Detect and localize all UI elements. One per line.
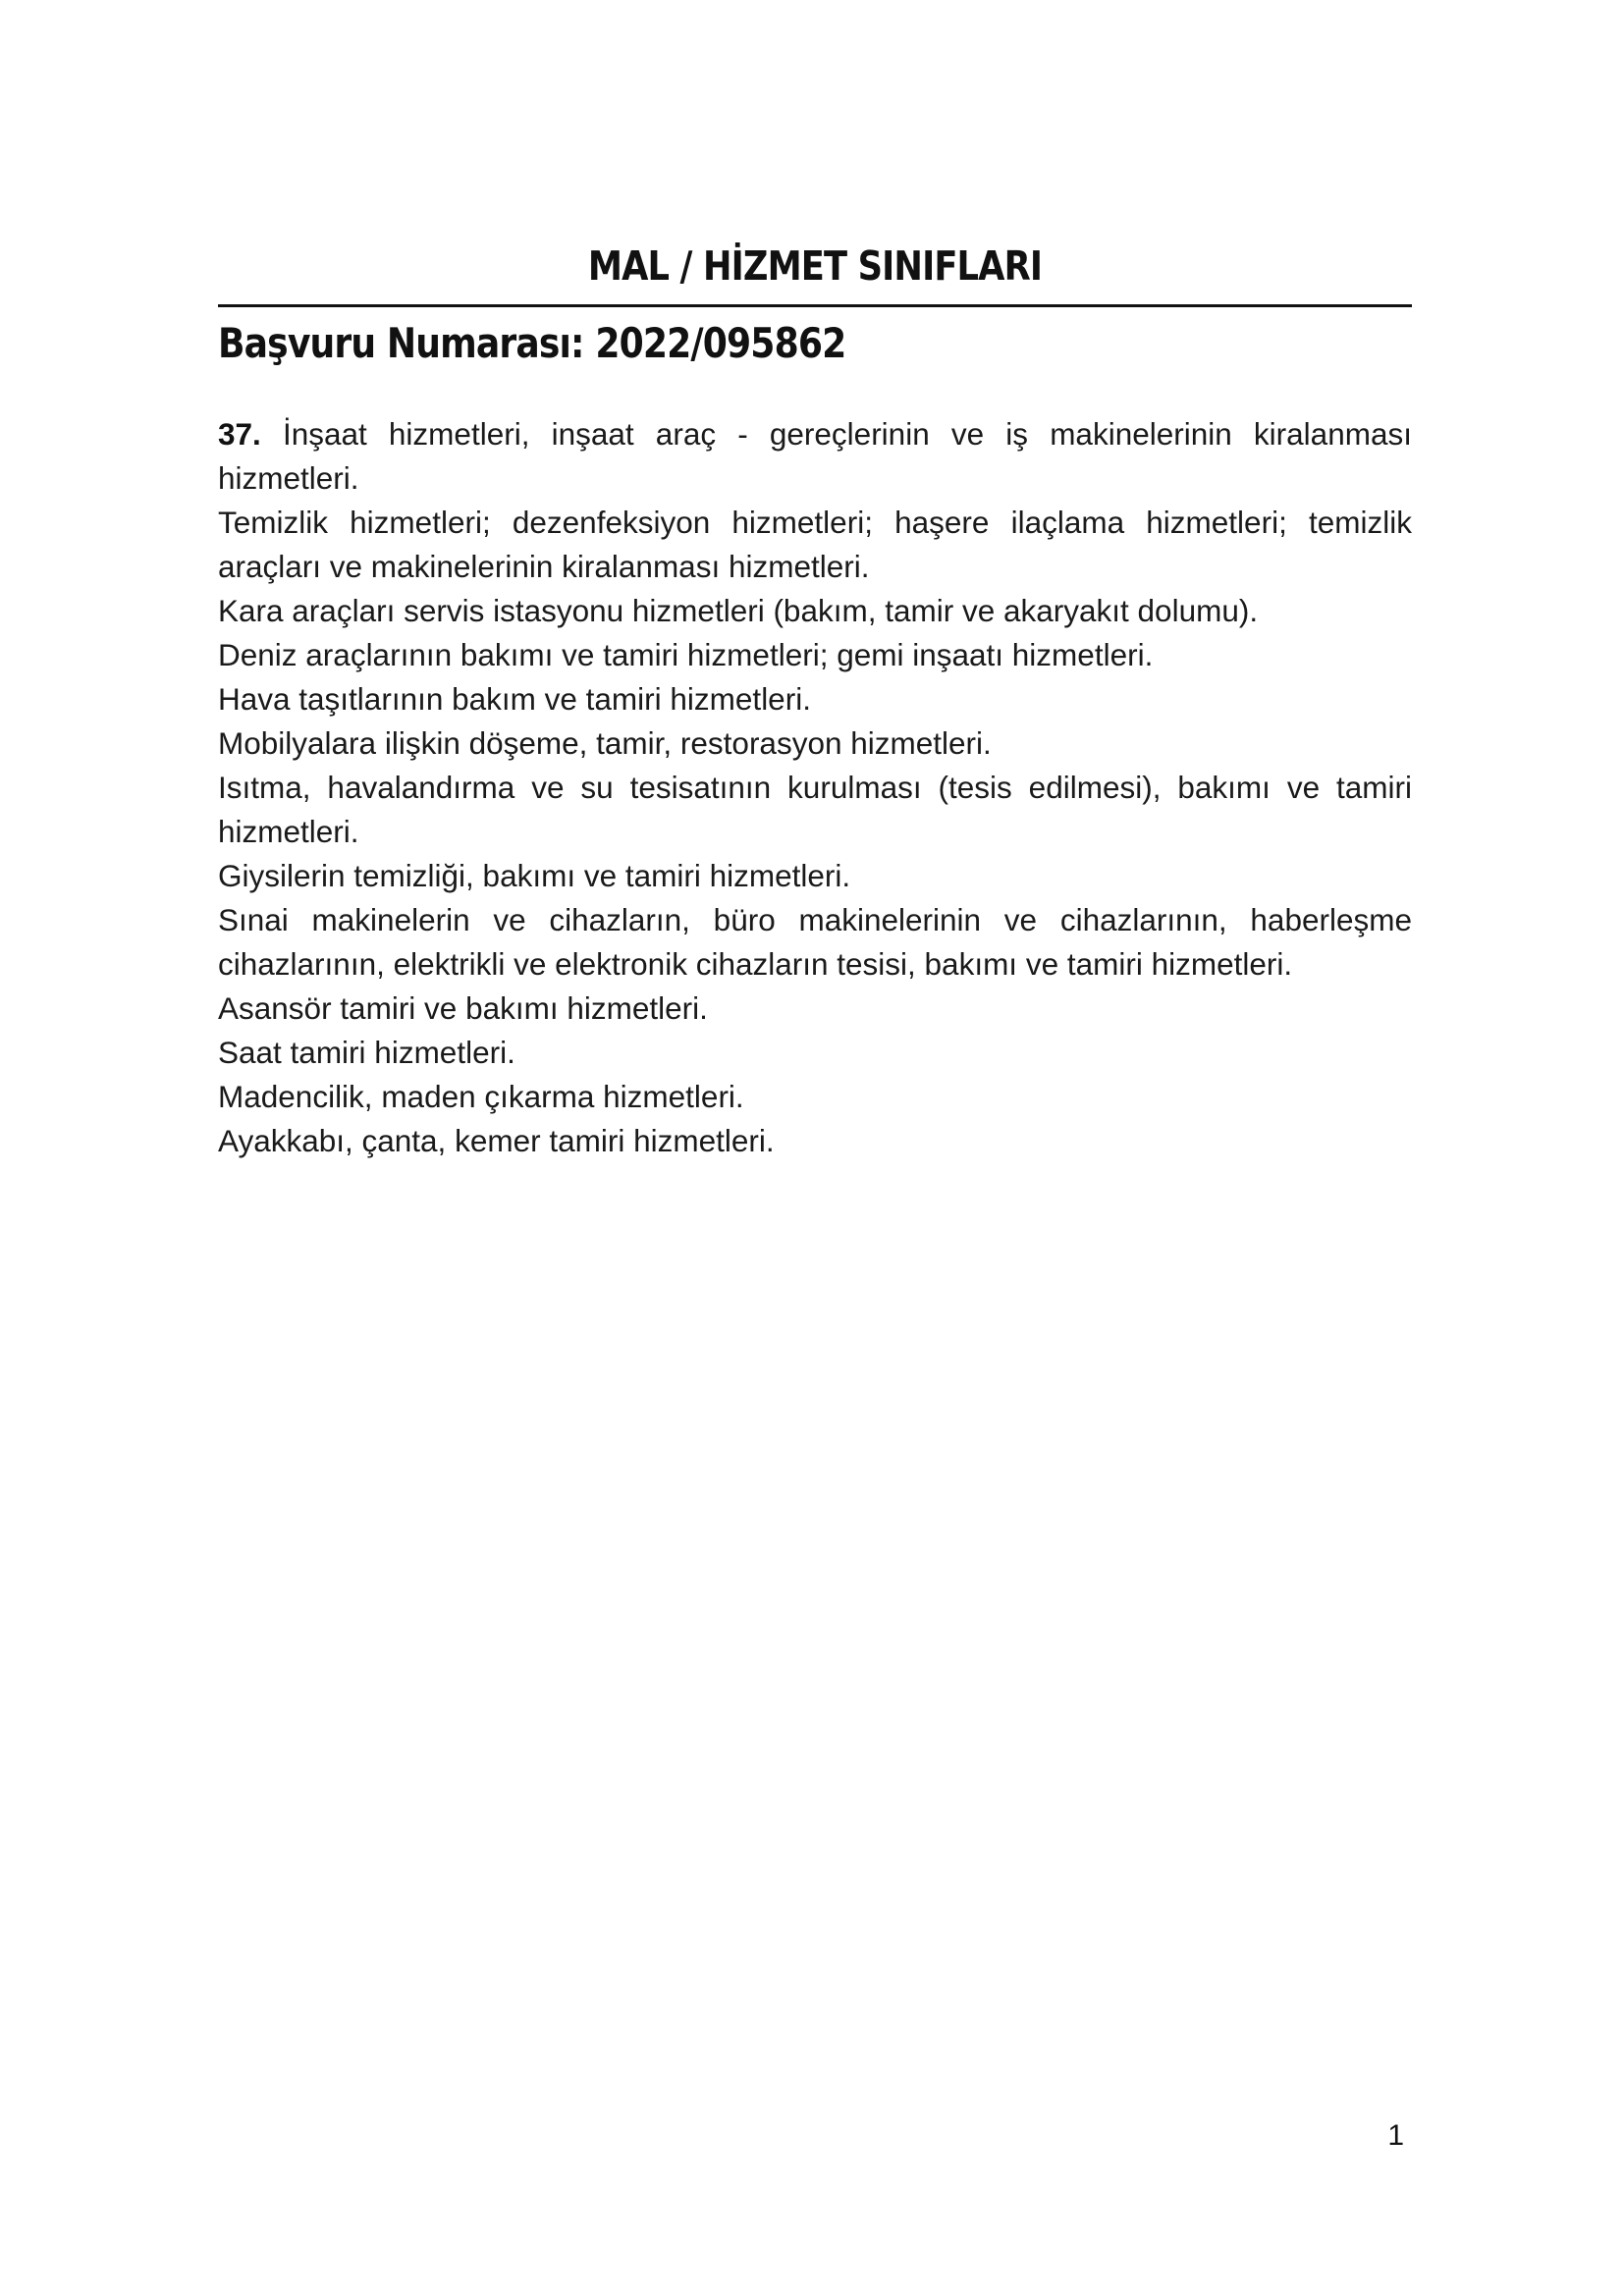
list-item: Ayakkabı, çanta, kemer tamiri hizmetleri. — [218, 1123, 775, 1158]
list-item: Madencilik, maden çıkarma hizmetleri. — [218, 1079, 744, 1114]
list-item: Asansör tamiri ve bakımı hizmetleri. — [218, 990, 708, 1026]
class-number: 37. — [218, 416, 261, 452]
list-item: Saat tamiri hizmetleri. — [218, 1035, 515, 1070]
list-item: Kara araçları servis istasyonu hizmetleri (bakım, tamir ve akaryakıt dolumu). — [218, 593, 1259, 628]
goods-services-list — [218, 412, 1412, 1163]
document-title: MAL / HİZMET SINIFLARI — [587, 242, 1043, 290]
list-item: Isıtma, havalandırma ve su tesisatının kurulması (tesis edilmesi), bakımı ve tamiri hizmetleri. — [218, 770, 1412, 849]
list-item: Giysilerin temizliği, bakımı ve tamiri hizmetleri. — [218, 858, 851, 893]
page-number: 1 — [1387, 2119, 1404, 2152]
list-item: Temizlik hizmetleri; dezenfeksiyon hizmetleri; haşere ilaçlama hizmetleri; temizlik araçları ve makinelerinin kiralanması hizmetleri. — [218, 505, 1412, 584]
list-item: Deniz araçlarının bakımı ve tamiri hizmetleri; gemi inşaatı hizmetleri. — [218, 637, 1154, 672]
application-number-heading: Başvuru Numarası: 2022/095862 — [218, 319, 846, 367]
list-item — [218, 412, 1412, 501]
list-item: Sınai makinelerin ve cihazların, büro makinelerinin ve cihazlarının, haberleşme cihazlarının, elektrikli ve elektronik cihazların tesisi, bakımı ve tamiri hizmetleri. — [218, 902, 1412, 982]
item-text: İnşaat hizmetleri, inşaat araç - gereçlerinin ve iş makinelerinin kiralanması hizmetleri. — [218, 416, 1412, 496]
list-item: Hava taşıtlarının bakım ve tamiri hizmetleri. — [218, 681, 811, 717]
list-item: Mobilyalara ilişkin döşeme, tamir, restorasyon hizmetleri. — [218, 725, 992, 761]
title-underline-divider — [218, 304, 1412, 307]
